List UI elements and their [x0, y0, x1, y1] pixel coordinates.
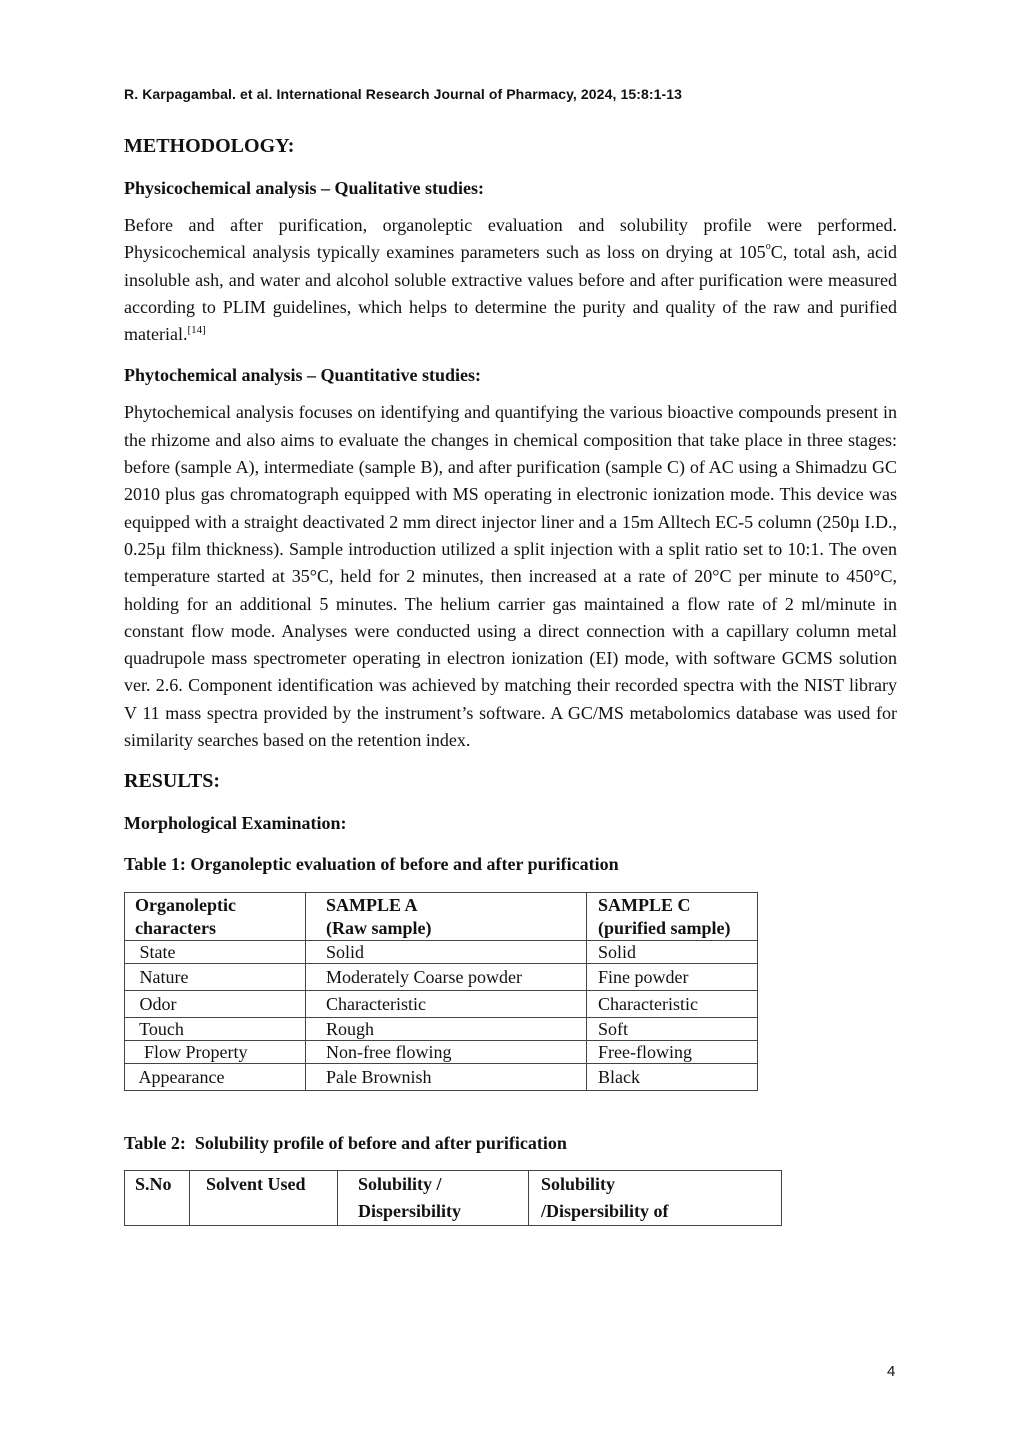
header-line: Organoleptic: [135, 895, 236, 916]
table-header-cell: [587, 893, 758, 941]
table-header-cell: [125, 893, 306, 941]
table-cell: State: [125, 941, 306, 964]
table-header-cell: [190, 1171, 338, 1226]
table-header-cell: [338, 1171, 529, 1226]
qualitative-text-1: Before and after purification, organoleptic evaluation and solubility profile were performed. Physicochemical analysis typically examines parameters such as loss on drying at 105: [124, 215, 897, 263]
morphology-heading: Morphological Examination:: [124, 813, 347, 834]
table-cell: Solid: [306, 941, 587, 964]
header-line: Dispersibility: [358, 1201, 462, 1222]
header-line: characters: [135, 918, 216, 939]
table-cell: Non-free flowing: [306, 1041, 587, 1064]
table-header-cell: [306, 893, 587, 941]
table-cell: Appearance: [125, 1064, 306, 1091]
table-cell: Free-flowing: [587, 1041, 758, 1064]
quantitative-heading: Phytochemical analysis – Quantitative studies:: [124, 365, 482, 386]
organoleptic-table: [124, 892, 758, 1091]
header-line: Solvent Used: [206, 1174, 306, 1195]
table-cell: Odor: [125, 991, 306, 1018]
header-line: /Dispersibility of: [541, 1201, 669, 1222]
table2-caption: Table 2: Solubility profile of before and after purification: [124, 1133, 567, 1154]
table-header-row: [125, 1171, 782, 1226]
table-header-cell: [125, 1171, 190, 1226]
table-row: [125, 1018, 758, 1041]
table-row: [125, 1064, 758, 1091]
results-heading: RESULTS:: [124, 770, 220, 793]
table-cell: Characteristic: [306, 991, 587, 1018]
header-line: Solubility: [541, 1174, 616, 1195]
header-line: Solubility /: [358, 1174, 442, 1195]
header-line: (Raw sample): [326, 918, 432, 939]
table-cell: Rough: [306, 1018, 587, 1041]
table-cell: Black: [587, 1064, 758, 1091]
qualitative-text-2: C, total ash, acid insoluble ash, and water and alcohol soluble extractive values before and after purification were measured according to PLIM guidelines, which helps to determine the purity and quality of the raw and purified material.: [124, 242, 897, 345]
header-line: S.No: [135, 1174, 172, 1195]
table-header-row: [125, 893, 758, 941]
header-line: SAMPLE C: [598, 895, 691, 916]
page-content: [124, 131, 897, 1226]
table-row: [125, 941, 758, 964]
table-cell: Nature: [125, 964, 306, 991]
table-cell: Moderately Coarse powder: [306, 964, 587, 991]
qualitative-heading: Physicochemical analysis – Qualitative studies:: [124, 178, 484, 198]
table-cell: Soft: [587, 1018, 758, 1041]
table-header-cell: [529, 1171, 782, 1226]
table1-caption: Table 1: Organoleptic evaluation of before and after purification: [124, 854, 619, 875]
table-cell: Pale Brownish: [306, 1064, 587, 1091]
table-cell: Touch: [125, 1018, 306, 1041]
header-line: SAMPLE A: [326, 895, 418, 916]
citation-superscript: [14]: [187, 324, 206, 337]
table-row: [125, 991, 758, 1018]
table-row: [125, 1041, 758, 1064]
qualitative-paragraph: [124, 212, 897, 348]
degree-superscript: o: [765, 241, 771, 253]
page-number: 4: [887, 1363, 896, 1380]
header-line: (purified sample): [598, 918, 731, 939]
table-cell: Flow Property: [125, 1041, 306, 1064]
table-cell: Characteristic: [587, 991, 758, 1018]
table-cell: Solid: [587, 941, 758, 964]
table-cell: Fine powder: [587, 964, 758, 991]
methodology-heading: METHODOLOGY:: [124, 135, 295, 157]
table-row: [125, 964, 758, 991]
running-head: R. Karpagambal. et al. International Research Journal of Pharmacy, 2024, 15:8:1-13: [124, 86, 683, 102]
solubility-table: [124, 1170, 782, 1226]
quantitative-paragraph: Phytochemical analysis focuses on identifying and quantifying the various bioactive compounds present in the rhizome and also aims to evaluate the changes in chemical composition that take place in three stages: before (sample A), intermediate (sample B), and after purification (sample C) of AC using a Shimadzu GC 2010 plus gas chromatograph equipped with MS operating in electronic ionization mode. This device was equipped with a straight deactivated 2 mm direct injector liner and a 15m Alltech EC-5 column (250µ I.D., 0.25µ film thickness). Sample introduction utilized a split injection with a split ratio set to 10:1. The oven temperature started at 35°C, held for 2 minutes, then increased at a rate of 20°C per minute to 450°C, holding for an additional 5 minutes. The helium carrier gas maintained a flow rate of 2 ml/minute in constant flow mode. Analyses were conducted using a direct connection with a capillary column metal quadrupole mass spectrometer operating in electron ionization (EI) mode, with software GCMS solution ver. 2.6. Component identification was achieved by matching their recorded spectra with the NIST library V 11 mass spectra provided by the instrument’s software. A GC/MS metabolomics database was used for similarity searches based on the retention index.: [124, 402, 897, 751]
